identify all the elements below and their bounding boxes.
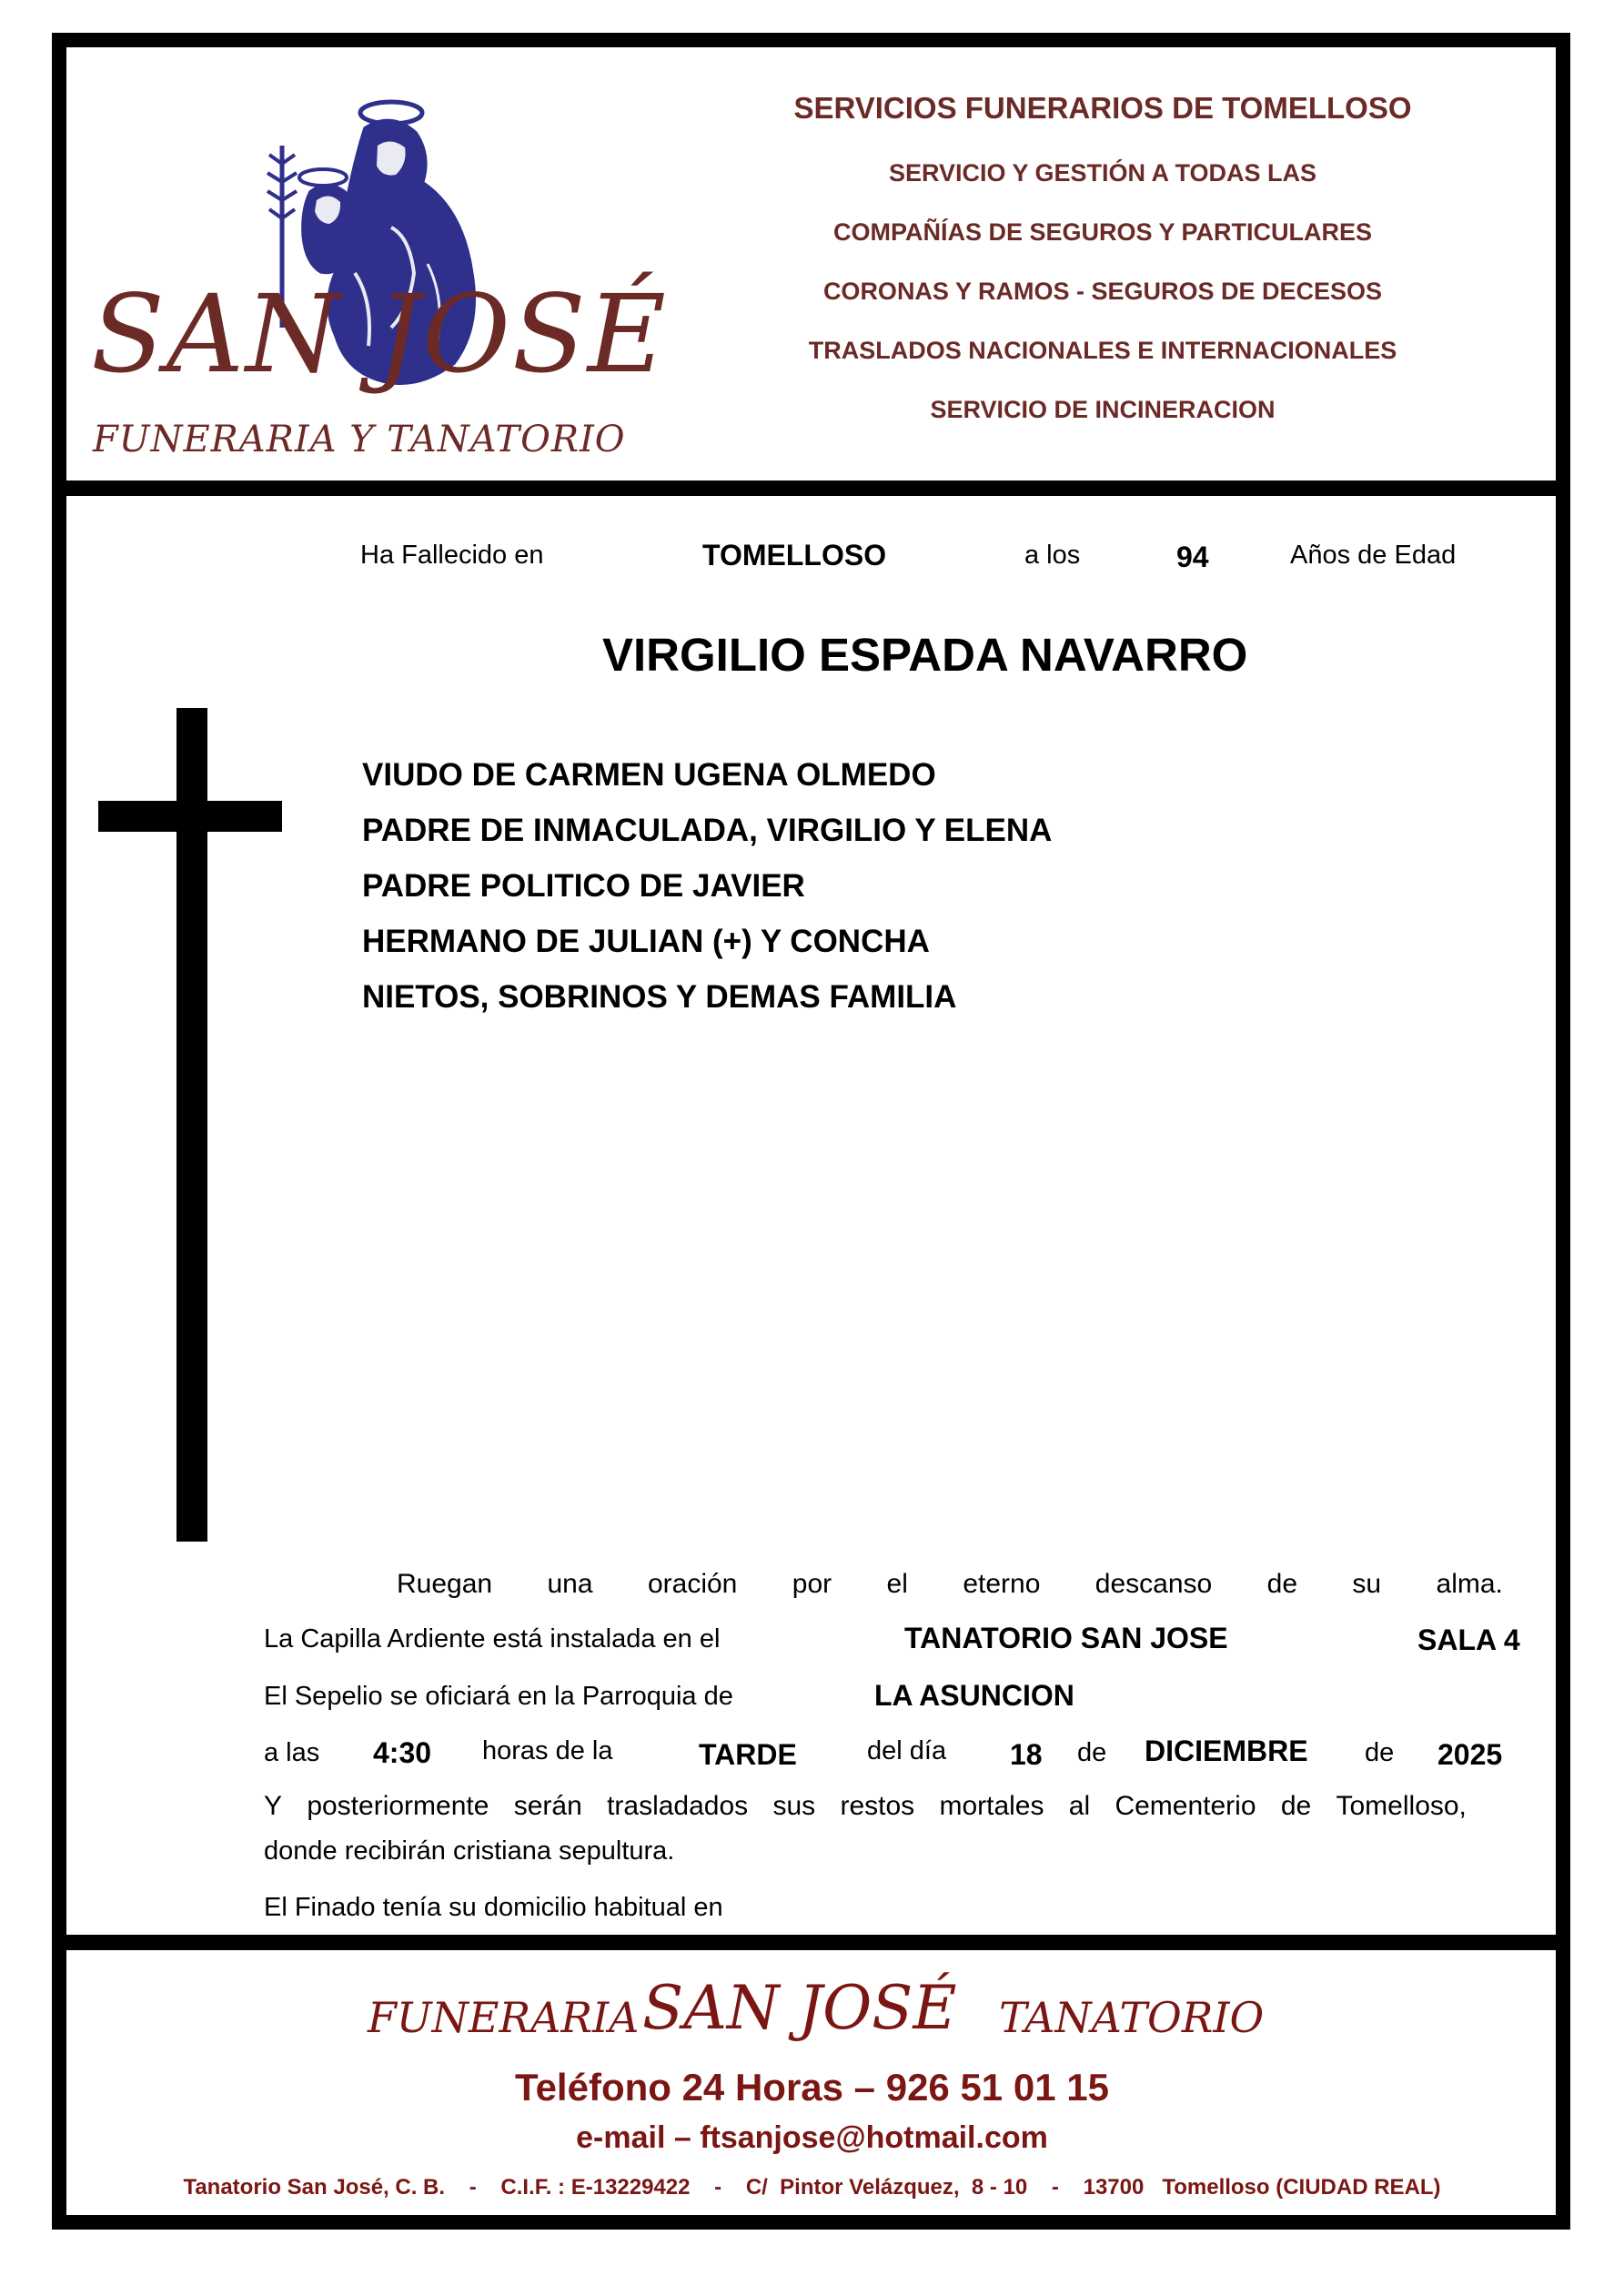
service-line: TRASLADOS NACIONALES E INTERNACIONALES bbox=[808, 337, 1397, 364]
header-divider bbox=[52, 480, 1570, 496]
chapel-label: La Capilla Ardiente está instalada en el bbox=[264, 1624, 721, 1654]
burial-period: TARDE bbox=[699, 1738, 797, 1771]
cross-icon-bar bbox=[98, 801, 282, 832]
day-label: del día bbox=[867, 1736, 947, 1765]
of-label: de bbox=[1365, 1738, 1395, 1767]
hours-label: horas de la bbox=[482, 1736, 613, 1765]
transfer-word: posteriormente bbox=[307, 1791, 489, 1821]
burial-month: DICIEMBRE bbox=[1145, 1735, 1308, 1767]
prayer-word: Ruegan bbox=[397, 1569, 493, 1599]
burial-label: El Sepelio se oficiará en la Parroquia de bbox=[264, 1682, 733, 1711]
service-line: SERVICIO Y GESTIÓN A TODAS LAS bbox=[888, 159, 1317, 187]
cross-icon bbox=[177, 708, 207, 1542]
transfer-word: Cementerio bbox=[1115, 1791, 1256, 1821]
service-line: COMPAÑÍAS DE SEGUROS Y PARTICULARES bbox=[832, 218, 1373, 246]
relative-line: PADRE POLITICO DE JAVIER bbox=[362, 868, 805, 904]
burial-day: 18 bbox=[1010, 1738, 1043, 1771]
transfer-word: trasladados bbox=[607, 1791, 749, 1821]
footer-divider bbox=[52, 1935, 1570, 1950]
service-line: SERVICIO DE INCINERACION bbox=[930, 396, 1276, 423]
residence-label: El Finado tenía su domicilio habitual en bbox=[264, 1893, 723, 1922]
footer-phone: Teléfono 24 Horas – 926 51 01 15 bbox=[515, 2066, 1109, 2109]
relative-line: VIUDO DE CARMEN UGENA OLMEDO bbox=[362, 757, 936, 793]
age-label: a los bbox=[1024, 541, 1081, 570]
age-value: 94 bbox=[1176, 541, 1209, 573]
footer-brand-center: SAN JOSÉ bbox=[642, 1973, 957, 2043]
time-label: a las bbox=[264, 1738, 320, 1767]
years-label: Años de Edad bbox=[1290, 541, 1457, 570]
footer-email: e-mail – ftsanjose@hotmail.com bbox=[576, 2120, 1048, 2155]
transfer-word: Tomelloso, bbox=[1336, 1791, 1467, 1821]
prayer-word: una bbox=[547, 1569, 593, 1599]
relative-line: HERMANO DE JULIAN (+) Y CONCHA bbox=[362, 924, 930, 959]
relative-line: PADRE DE INMACULADA, VIRGILIO Y ELENA bbox=[362, 813, 1053, 848]
relative-line: NIETOS, SOBRINOS Y DEMAS FAMILIA bbox=[362, 979, 957, 1015]
prayer-word: el bbox=[886, 1569, 908, 1599]
transfer-word: restos bbox=[840, 1791, 915, 1821]
transfer-line bbox=[264, 1791, 1467, 1822]
prayer-word: por bbox=[792, 1569, 832, 1599]
services-title: SERVICIOS FUNERARIOS DE TOMELLOSO bbox=[793, 91, 1412, 125]
chapel-room: SALA 4 bbox=[1417, 1623, 1520, 1656]
prayer-word: eterno bbox=[963, 1569, 1041, 1599]
parish-name: LA ASUNCION bbox=[874, 1679, 1074, 1712]
burial-year: 2025 bbox=[1437, 1738, 1503, 1771]
logo-title: SAN JOSÉ bbox=[91, 271, 668, 397]
transfer-word: Y bbox=[264, 1791, 283, 1821]
prayer-line bbox=[397, 1569, 1503, 1600]
transfer-word: de bbox=[1280, 1791, 1312, 1821]
transfer-word: al bbox=[1068, 1791, 1091, 1821]
burial-time: 4:30 bbox=[373, 1736, 432, 1769]
transfer-word: mortales bbox=[939, 1791, 1044, 1821]
prayer-word: de bbox=[1266, 1569, 1298, 1599]
chapel-place: TANATORIO SAN JOSE bbox=[904, 1622, 1228, 1654]
death-place: TOMELLOSO bbox=[702, 539, 887, 571]
footer-address: Tanatorio San José, C. B. - C.I.F. : E-13229422 - C/ Pintor Velázquez, 8 - 10 - 13700 Tomelloso (CIUDAD REAL) bbox=[183, 2175, 1441, 2200]
prayer-word: descanso bbox=[1094, 1569, 1213, 1599]
prayer-word: oración bbox=[647, 1569, 738, 1599]
service-line: CORONAS Y RAMOS - SEGUROS DE DECESOS bbox=[822, 278, 1383, 305]
prayer-word: alma. bbox=[1436, 1569, 1503, 1599]
transfer-word: sus bbox=[772, 1791, 816, 1821]
logo-subtitle: FUNERARIA Y TANATORIO bbox=[93, 419, 626, 460]
prayer-word: su bbox=[1352, 1569, 1382, 1599]
died-in-label: Ha Fallecido en bbox=[360, 541, 544, 570]
transfer-line-2: donde recibirán cristiana sepultura. bbox=[264, 1836, 675, 1866]
footer-brand-left: FUNERARIA bbox=[368, 1993, 640, 2042]
footer-brand-right: TANATORIO bbox=[999, 1993, 1265, 2042]
transfer-word: serán bbox=[513, 1791, 582, 1821]
of-label: de bbox=[1077, 1738, 1107, 1767]
deceased-name: VIRGILIO ESPADA NAVARRO bbox=[602, 629, 1248, 681]
